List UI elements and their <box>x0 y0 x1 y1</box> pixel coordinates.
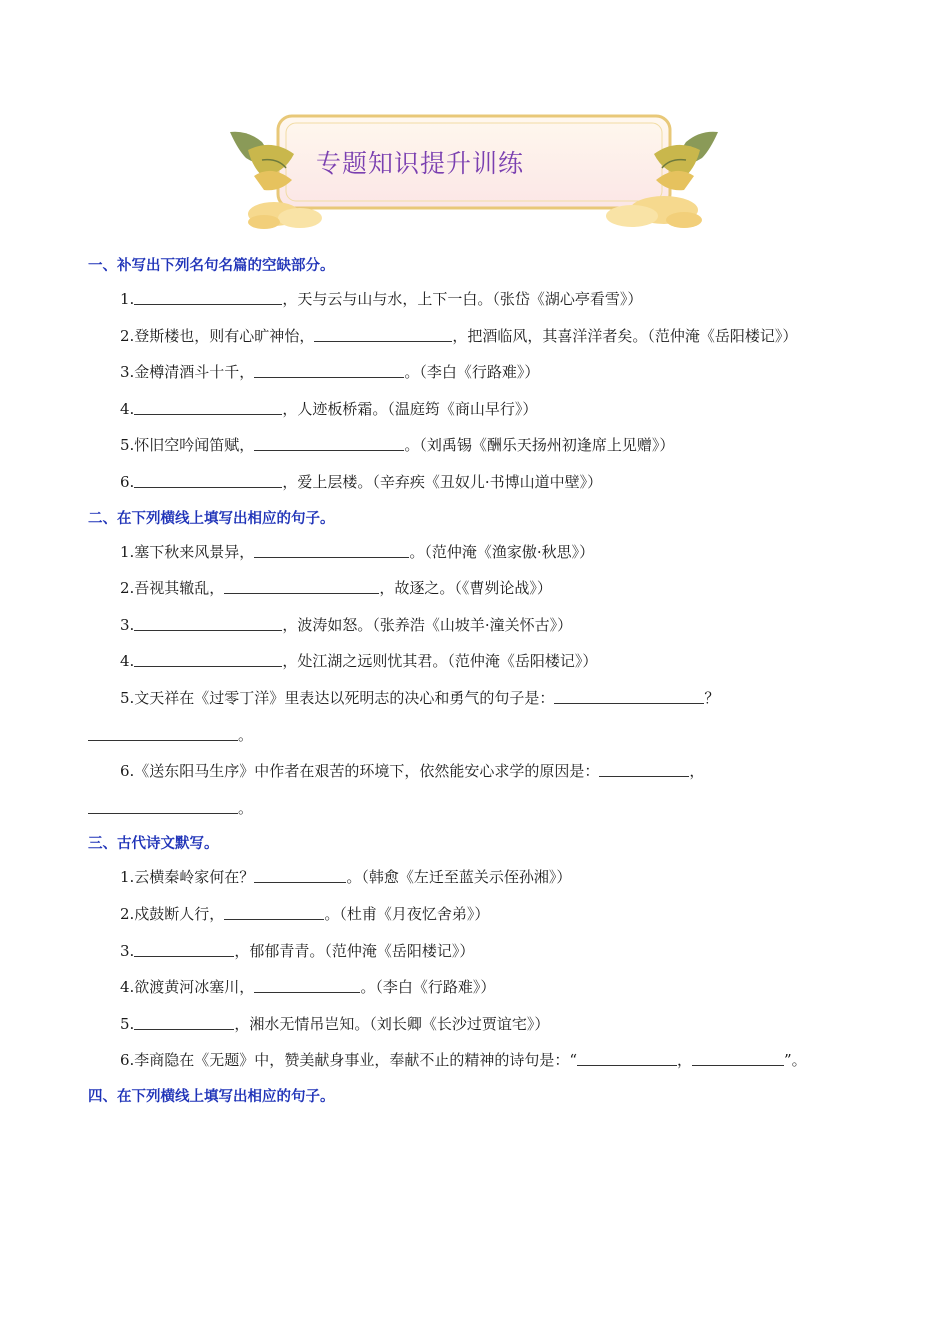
question-2-2 <box>88 570 848 607</box>
answer-blank[interactable] <box>554 688 704 704</box>
question-text: ”。 <box>784 1051 807 1070</box>
answer-blank[interactable] <box>692 1050 784 1066</box>
question-text: 1.塞下秋来风景异， <box>120 542 255 561</box>
answer-blank[interactable] <box>254 362 404 378</box>
question-text: 4. <box>120 652 135 671</box>
section-title-2: 二、在下列横线上填写出相应的句子。 <box>88 510 335 527</box>
question-1-3 <box>88 354 848 391</box>
question-text: 3. <box>120 941 135 960</box>
question-text: ？ <box>704 688 720 707</box>
question-text: ，处江湖之远则忧其君。（范仲淹《岳阳楼记》） <box>282 652 598 671</box>
question-text: 5.文天祥在《过零丁洋》里表达以死明志的决心和勇气的句子是： <box>120 688 555 707</box>
question-text: 6. <box>120 472 135 491</box>
question-text: 。（韩愈《左迁至蓝关示侄孙湘》） <box>346 868 572 887</box>
question-text: 。（李白《行路难》） <box>360 978 496 997</box>
question-1-5 <box>88 427 848 464</box>
banner-title: 专题知识提升训练 <box>316 149 525 178</box>
question-text: ，把酒临风，其喜洋洋者矣。（范仲淹《岳阳楼记》） <box>452 326 798 345</box>
question-1-2 <box>88 318 848 355</box>
answer-blank[interactable] <box>134 651 282 667</box>
question-text: 3. <box>120 615 135 634</box>
question-text: 。（范仲淹《渔家傲·秋思》） <box>409 542 595 561</box>
answer-blank[interactable] <box>134 615 282 631</box>
question-2-4 <box>88 643 848 680</box>
question-text: ，郁郁青青。（范仲淹《岳阳楼记》） <box>234 941 475 960</box>
answer-blank[interactable] <box>88 798 238 814</box>
question-text: 6.《送东阳马生序》中作者在艰苦的环境下，依然能安心求学的原因是： <box>120 762 600 781</box>
question-text: ，故逐之。（《曹刿论战》） <box>379 579 552 598</box>
question-3-4 <box>88 969 848 1006</box>
question-text: 2.登斯楼也，则有心旷神怡， <box>120 326 315 345</box>
answer-blank[interactable] <box>134 941 234 957</box>
question-text: 。（杜甫《月夜忆舍弟》） <box>324 904 490 923</box>
question-text: 。（李白《行路难》） <box>404 363 540 382</box>
question-text: 4.欲渡黄河冰塞川， <box>120 978 255 997</box>
answer-blank[interactable] <box>599 761 689 777</box>
question-text: ，爱上层楼。（辛弃疾《丑奴儿·书博山道中壁》） <box>282 472 603 491</box>
question-2-5 <box>88 680 848 753</box>
question-text: 3.金樽清酒斗十千， <box>120 363 255 382</box>
answer-blank[interactable] <box>224 904 324 920</box>
question-3-3 <box>88 933 848 970</box>
answer-blank[interactable] <box>254 867 346 883</box>
answer-blank[interactable] <box>134 399 282 415</box>
question-text: 6.李商隐在《无题》中，赞美献身事业，奉献不止的精神的诗句是：“ <box>120 1051 577 1070</box>
question-text: 5.怀旧空吟闻笛赋， <box>120 436 255 455</box>
question-text: 5. <box>120 1014 135 1033</box>
answer-blank[interactable] <box>134 472 282 488</box>
question-text: 。（刘禹锡《酬乐天扬州初逢席上见赠》） <box>404 436 675 455</box>
answer-blank[interactable] <box>314 326 452 342</box>
question-3-2 <box>88 896 848 933</box>
section-title-3: 三、古代诗文默写。 <box>88 836 219 853</box>
question-1-4 <box>88 391 848 428</box>
question-text: ，人迹板桥霜。（温庭筠《商山早行》） <box>282 399 538 418</box>
question-text: 。 <box>238 725 254 744</box>
question-text: 2.戍鼓断人行， <box>120 904 225 923</box>
answer-blank[interactable] <box>134 1014 234 1030</box>
answer-blank[interactable] <box>134 289 282 305</box>
answer-blank[interactable] <box>254 977 360 993</box>
question-3-1 <box>88 859 848 896</box>
question-3-5 <box>88 1006 848 1043</box>
question-text: ，湘水无情吊岂知。（刘长卿《长沙过贾谊宅》） <box>234 1014 550 1033</box>
answer-blank[interactable] <box>224 578 379 594</box>
question-text: ，波涛如怒。（张养浩《山坡羊·潼关怀古》） <box>282 615 573 634</box>
question-text: ， <box>676 1051 692 1070</box>
question-2-1 <box>88 534 848 571</box>
answer-blank[interactable] <box>254 542 409 558</box>
section-title-1: 一、补写出下列名句名篇的空缺部分。 <box>88 258 335 274</box>
answer-blank[interactable] <box>254 435 404 451</box>
question-2-3 <box>88 607 848 644</box>
question-text: 1. <box>120 290 135 308</box>
question-text: 1.云横秦岭家何在？ <box>120 868 255 887</box>
question-text: ，天与云与山与水，上下一白。（张岱《湖心亭看雪》） <box>282 290 643 308</box>
question-2-6 <box>88 753 848 826</box>
question-text: 。 <box>238 798 254 817</box>
title-banner <box>228 110 720 232</box>
question-1-6 <box>88 464 848 501</box>
answer-blank[interactable] <box>88 725 238 741</box>
question-3-6 <box>88 1042 848 1079</box>
section-title-4: 四、在下列横线上填写出相应的句子。 <box>88 1088 335 1105</box>
answer-blank[interactable] <box>577 1050 677 1066</box>
exercise-content <box>88 256 848 1108</box>
question-text: 4. <box>120 399 135 418</box>
question-text: 2.吾视其辙乱， <box>120 579 225 598</box>
question-text: ， <box>689 762 705 781</box>
question-1-1 <box>88 281 848 318</box>
